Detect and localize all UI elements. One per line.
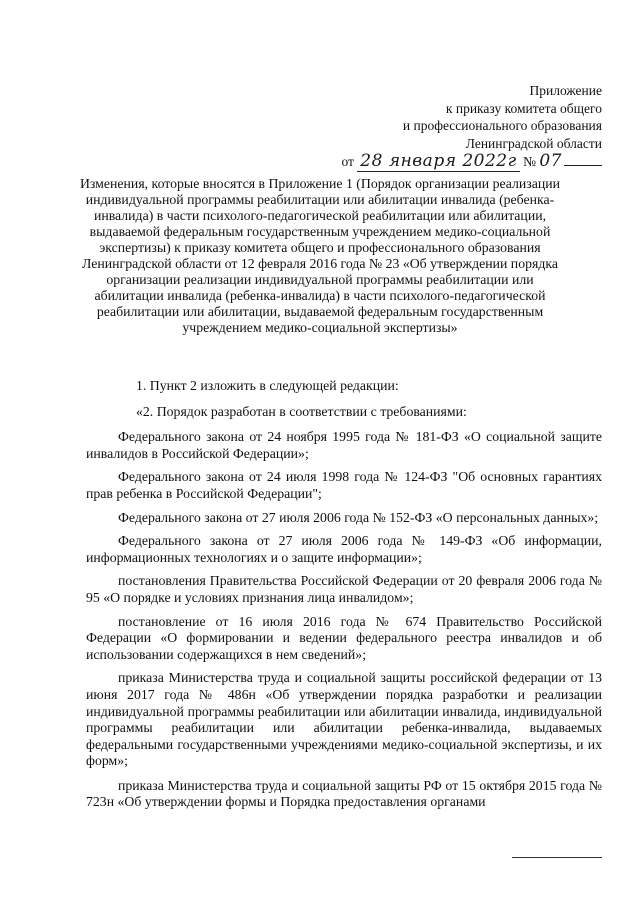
document-heading xyxy=(70,176,570,336)
order-prefix: от xyxy=(341,154,354,169)
order-number-handwritten: 07 xyxy=(539,151,562,171)
document-body xyxy=(86,378,602,818)
law-paragraph-4: Федерального закона от 27 июля 2006 года № 149-ФЗ «Об информации, информационных технологиях и о защите информации»; xyxy=(86,533,602,565)
item-1: 1. Пункт 2 изложить в следующей редакции: xyxy=(136,378,399,393)
appendix-header xyxy=(302,82,602,171)
heading-text: Изменения, которые вносятся в Приложение 1 (Порядок организации реализации индивидуальной программы реабилитации или абилитации инвалида (ребенка-инвалида) в части психолого-педагогической реабилитации или абилитации, выдаваемой федеральным государственным учреждением медико-социальной экспертизы) к приказу комитета общего и профессионального образования Ленинградской области от 12 февраля 2016 года № 23 «Об утверждении порядка организации реализации индивидуальной программы реабилитации или абилитации инвалида (ребенка-инвалида) в части психолого-педагогической реабилитации или абилитации, выдаваемой федеральным государственным учреждением медико-социальной экспертизы» xyxy=(79,176,561,335)
law-paragraph-1: Федерального закона от 24 ноября 1995 года № 181-ФЗ «О социальной защите инвалидов в Российской Федерации»; xyxy=(86,429,602,461)
law-paragraph-6: постановление от 16 июля 2016 года № 674 Правительство Российской Федерации «О формировании и ведении федерального реестра инвалидов и об использовании содержащихся в нем сведений»; xyxy=(86,613,602,662)
appendix-line-4: Ленинградской области xyxy=(465,135,602,151)
law-paragraph-5: постановления Правительства Российской Федерации от 20 февраля 2006 года № 95 «О порядке и условиях признания лица инвалидом»; xyxy=(86,573,602,605)
appendix-line-3: и профессионального образования xyxy=(402,118,602,133)
order-date-line xyxy=(302,153,602,171)
law-paragraph-7: приказа Министерства труда и социальной защиты российской федерации от 13 июня 2017 года № 486н «Об утверждении порядка разработки и реализации индивидуальной программы реабилитации или абилитации инвалида, индивидуальной программы реабилитации или абилитации ребенка-инвалида, выдаваемых федеральными государственными учреждениями медико-социальной экспертизы, и их форм»; xyxy=(86,670,602,769)
footer-rule xyxy=(512,857,602,858)
law-paragraph-8: приказа Министерства труда и социальной защиты РФ от 15 октября 2015 года № 723н «Об утверждении формы и Порядка предоставления органами xyxy=(86,777,602,810)
order-number-underline xyxy=(564,165,602,166)
order-date-handwritten: 28 января 2022г xyxy=(357,151,519,172)
law-paragraph-3: Федерального закона от 27 июля 2006 года № 152-ФЗ «О персональных данных»; xyxy=(118,509,599,525)
order-number-label: № xyxy=(523,154,536,169)
item-2: «2. Порядок разработан в соответствии с требованиями: xyxy=(136,403,467,419)
appendix-line-2: к приказу комитета общего xyxy=(445,100,602,116)
appendix-title: Приложение xyxy=(529,83,602,98)
law-paragraph-2: Федерального закона от 24 июля 1998 года № 124-ФЗ "Об основных гарантиях прав ребенка в Российской Федерации"; xyxy=(86,469,602,501)
